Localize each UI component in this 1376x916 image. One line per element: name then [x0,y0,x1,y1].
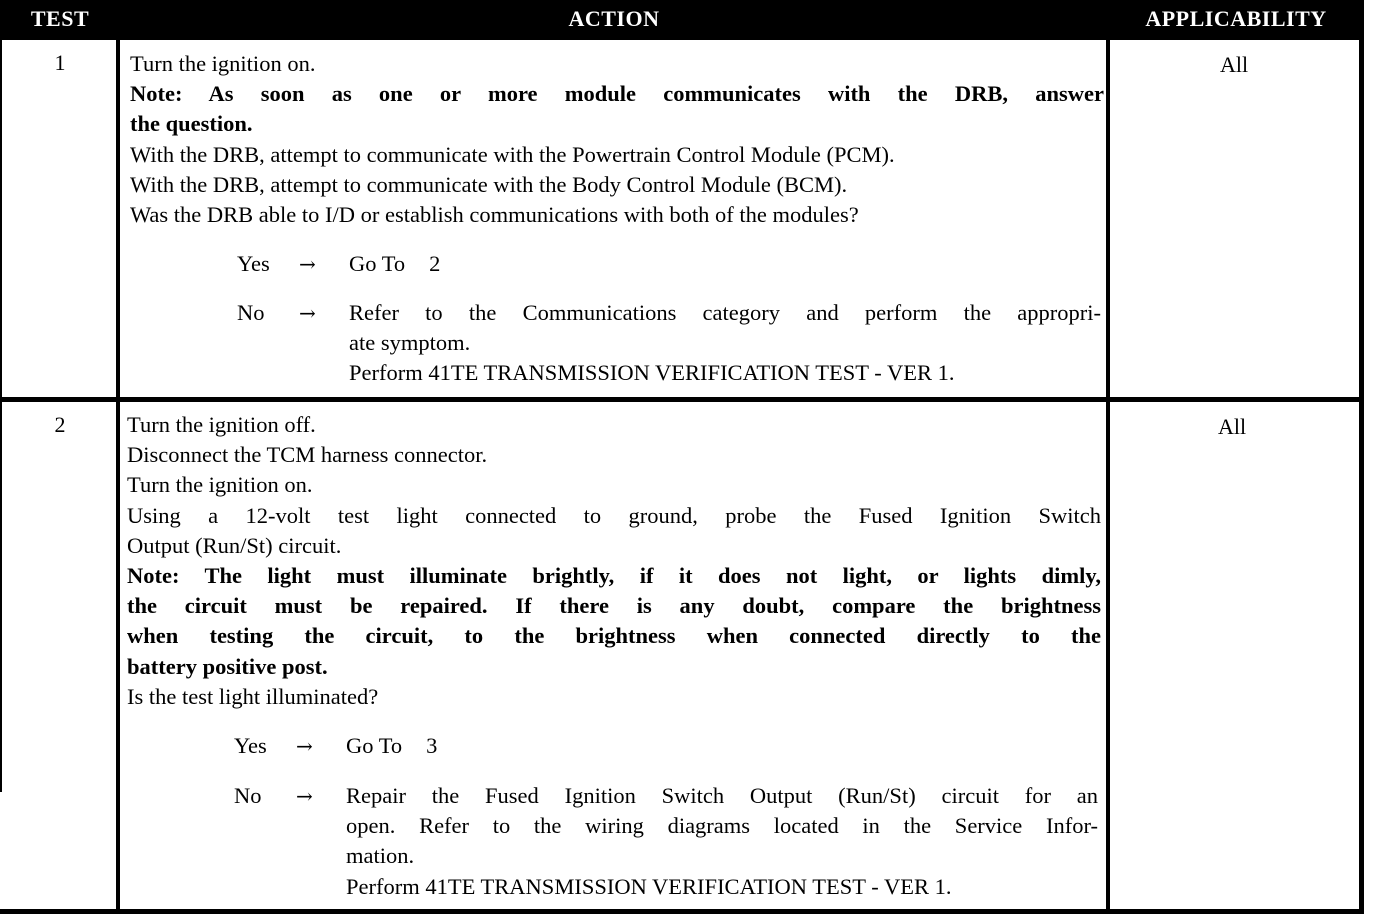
test-1-instructions [130,49,1104,230]
applicability-value: All [1219,52,1249,77]
goto-test-number: 2 [429,251,441,276]
no-result [346,781,1098,902]
result-line: open. Refer to the wiring diagrams located in the Service Infor- [346,813,1098,839]
no-result [349,298,1101,389]
instruction-line: Turn the ignition on. [127,472,313,498]
result-line: Perform 41TE TRANSMISSION VERIFICATION TEST - VER 1. [349,360,955,386]
result-line: Refer to the Communications category and perform the appropri- [349,300,1101,325]
result-line: Perform 41TE TRANSMISSION VERIFICATION TEST - VER 1. [346,873,952,899]
note-line: the circuit must be repaired. If there is any doubt, compare the brightness [127,593,1101,619]
yes-label: Yes [237,251,270,276]
instruction-line: With the DRB, attempt to communicate with the Body Control Module (BCM). [130,171,848,197]
instruction-line: Turn the ignition on. [130,51,316,76]
test-number: 1 [54,50,66,75]
arrow-right-icon: → [299,252,316,276]
goto-text: Go To [346,733,403,758]
table-border-bottom [0,909,1364,914]
arrow-right-icon: → [296,784,313,808]
test-2-instructions [127,410,1101,712]
result-line: ate symptom. [349,330,471,356]
note-line: Note: As soon as one or more module communicates with the DRB, answer [130,81,1104,107]
column-divider-test [116,40,120,914]
instruction-line: With the DRB, attempt to communicate with the Powertrain Control Module (PCM). [130,141,895,167]
no-answer [237,298,1101,390]
goto-test-number: 3 [426,733,438,758]
no-label: No [237,300,265,325]
header-test: TEST [30,6,90,31]
note-line: Note: The light must illuminate brightly, if it does not light, or lights dimly, [127,563,1101,589]
result-line: Repair the Fused Ignition Switch Output (Run/St) circuit for an [346,783,1098,808]
instruction-line: Disconnect the TCM harness connector. [127,442,488,468]
arrow-right-icon: → [296,734,313,758]
table-header [0,0,1364,40]
question-line: Was the DRB able to I/D or establish communications with both of the modules? [130,202,859,228]
test-number: 2 [54,412,66,437]
instruction-line: Using a 12-volt test light connected to ground, probe the Fused Ignition Switch [127,502,1101,528]
yes-label: Yes [234,733,267,758]
goto-text: Go To [349,251,406,276]
question-line: Is the test light illuminated? [127,683,379,709]
goto-result [346,731,437,761]
column-divider-action [1106,40,1110,914]
instruction-line: Output (Run/St) circuit. [127,532,342,558]
instruction-line: Turn the ignition off. [127,412,316,437]
goto-result [349,249,440,279]
applicability-value: All [1217,414,1247,439]
no-label: No [234,783,262,808]
arrow-right-icon: → [299,301,316,325]
result-line: mation. [346,843,415,869]
note-line: battery positive post. [127,653,328,679]
header-action: ACTION [568,6,660,31]
row-divider [0,397,1364,402]
yes-answer [237,249,1101,280]
no-answer [234,781,1100,903]
header-applicability: APPLICABILITY [1145,6,1327,31]
yes-answer [234,731,1100,762]
note-line: the question. [130,111,253,137]
table-border-right [1359,40,1364,914]
note-line: when testing the circuit, to the brightness when connected directly to the [127,623,1101,649]
